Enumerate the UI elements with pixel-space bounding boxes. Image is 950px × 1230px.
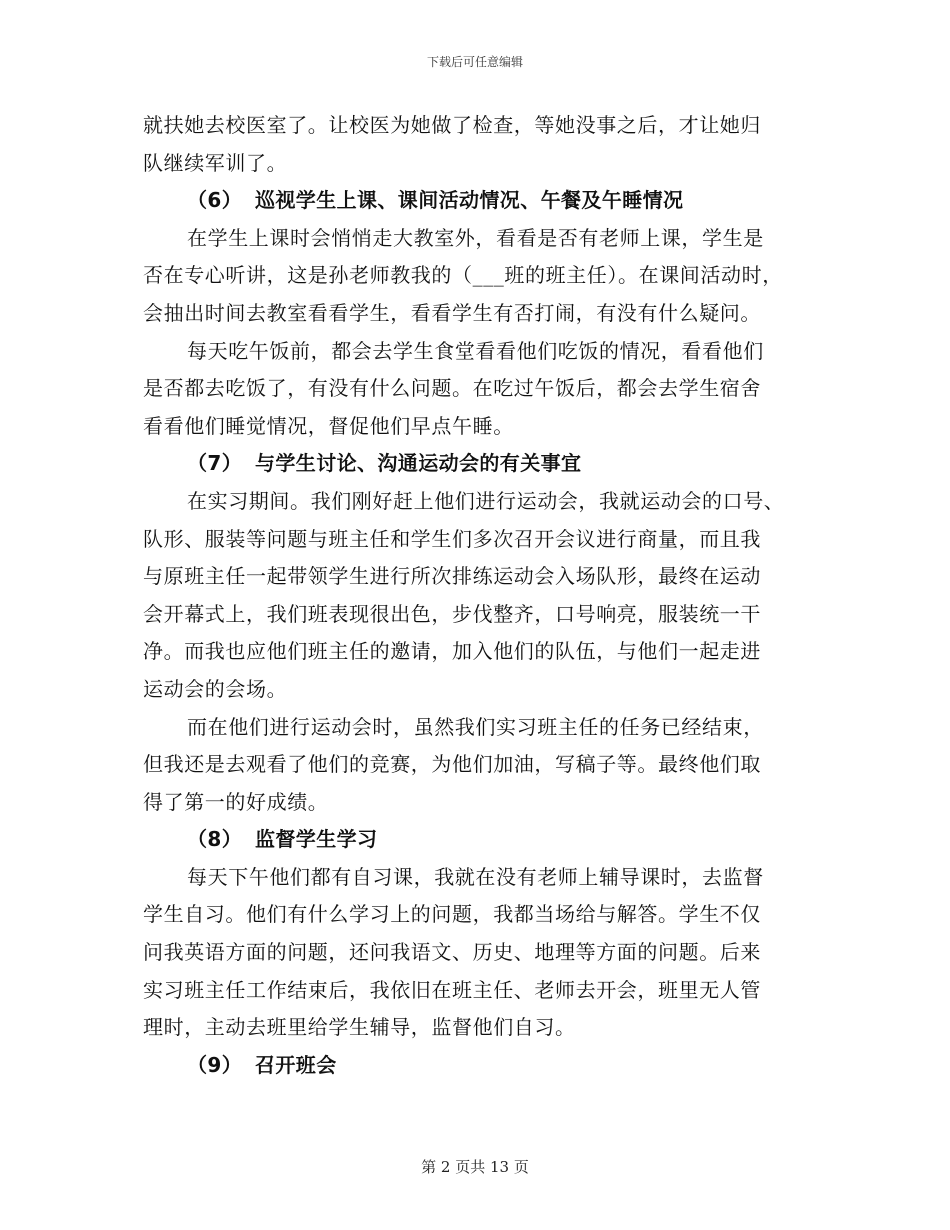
body-line: 否在专心听讲，这是孙老师教我的（___班的班主任）。在课间活动时， <box>143 263 783 288</box>
body-line: 队继续军训了。 <box>143 150 288 175</box>
section-heading-9 <box>143 1047 808 1085</box>
body-line: 学生自习。他们有什么学习上的问题，我都当场给与解答。学生不仅 <box>143 902 761 927</box>
section-heading-7 <box>143 445 808 483</box>
body-line: 与原班主任一起带领学生进行所次排练运动会入场队形，最终在运动 <box>143 564 761 589</box>
section-heading-6 <box>143 182 808 220</box>
body-line: 但我还是去观看了他们的竞赛，为他们加油，写稿子等。最终他们取 <box>143 752 761 777</box>
section-title: 巡视学生上课、课间活动情况、午餐及午睡情况 <box>255 188 684 213</box>
body-line: 实习班主任工作结束后，我依旧在班主任、老师去开会，班里无人管 <box>143 977 761 1002</box>
paragraph-start-line: 而在他们进行运动会时，虽然我们实习班主任的任务已经结束， <box>187 714 764 739</box>
page-number: 第 2 页共 13 页 <box>421 1158 529 1176</box>
body-line: 得了第一的好成绩。 <box>143 789 329 814</box>
body-line: 理时，主动去班里给学生辅导，监督他们自习。 <box>143 1015 576 1040</box>
section-number: （6） <box>187 188 243 213</box>
body-line: 会开幕式上，我们班表现很出色，步伐整齐，口号响亮，服装统一干 <box>143 601 761 626</box>
body-line: 净。而我也应他们班主任的邀请，加入他们的队伍，与他们一起走进 <box>143 639 761 664</box>
body-line: 看看他们睡觉情况，督促他们早点午睡。 <box>143 413 514 438</box>
document-body <box>143 107 808 1084</box>
paragraph-start-line: 每天下午他们都有自习课，我就在没有老师上辅导课时，去监督 <box>187 864 764 889</box>
body-line: 是否都去吃饭了，有没有什么问题。在吃过午饭后，都会去学生宿舍 <box>143 376 761 401</box>
section-heading-8 <box>143 821 808 859</box>
section-title: 与学生讨论、沟通运动会的有关事宜 <box>255 451 582 476</box>
body-line: 会抽出时间去教室看看学生，看看学生有否打闹，有没有什么疑问。 <box>143 300 761 325</box>
section-title: 召开班会 <box>255 1052 337 1077</box>
section-number: （8） <box>187 827 243 852</box>
body-line: 运动会的会场。 <box>143 676 288 701</box>
paragraph-start-line: 在实习期间。我们刚好赶上他们进行运动会，我就运动会的口号、 <box>187 488 785 513</box>
section-number: （7） <box>187 451 243 476</box>
body-line: 问我英语方面的问题，还问我语文、历史、地理等方面的问题。后来 <box>143 940 761 965</box>
paragraph-start-line: 每天吃午饭前，都会去学生食堂看看他们吃饭的情况，看看他们 <box>187 338 764 363</box>
section-number: （9） <box>187 1052 243 1077</box>
body-line: 队形、服装等问题与班主任和学生们多次召开会议进行商量，而且我 <box>143 526 761 551</box>
page-header: 下载后可任意编辑 <box>426 55 523 69</box>
paragraph-start-line: 在学生上课时会悄悄走大教室外，看看是否有老师上课，学生是 <box>187 225 764 250</box>
section-title: 监督学生学习 <box>255 827 378 852</box>
body-line: 就扶她去校医室了。让校医为她做了检查，等她没事之后，才让她归 <box>143 113 761 137</box>
